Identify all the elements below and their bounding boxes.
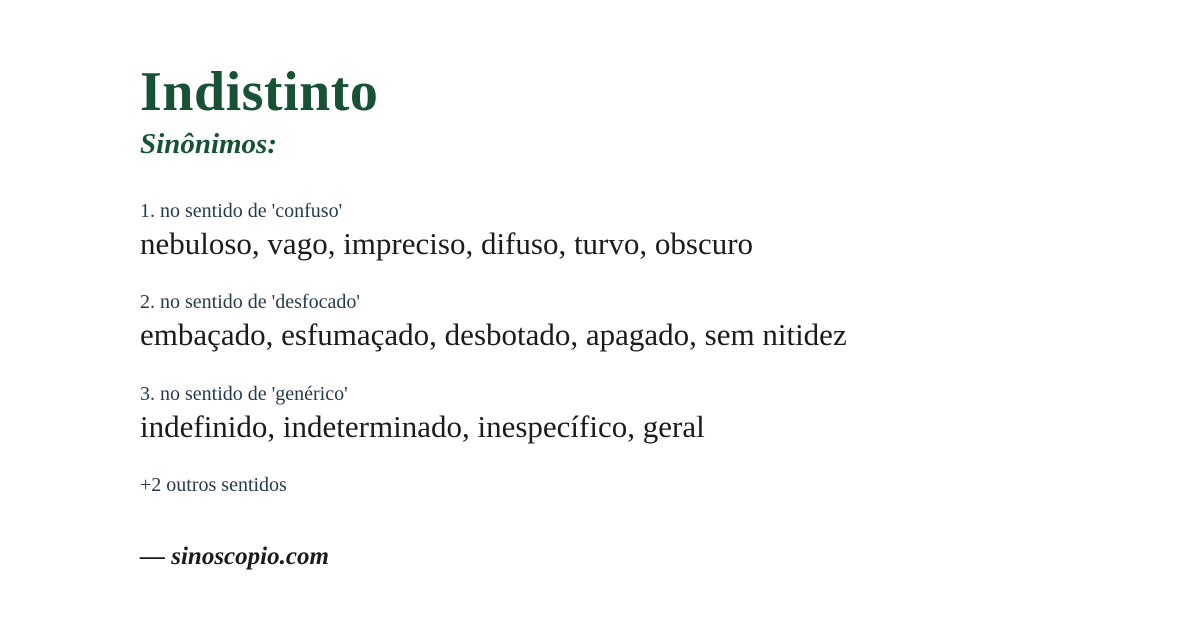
page-title: Indistinto: [140, 61, 379, 123]
sense-label: 1. no sentido de 'confuso': [140, 199, 343, 222]
attribution-text: — sinoscopio.com: [140, 542, 329, 570]
sense-synonyms: embaçado, esfumaçado, desbotado, apagado, sem nitidez: [140, 317, 847, 353]
sense-label: 3. no sentido de 'genérico': [140, 382, 348, 405]
synonyms-subtitle: Sinônimos:: [140, 127, 277, 160]
senses-list: [140, 199, 1140, 445]
more-senses-note: +2 outros sentidos: [140, 473, 287, 496]
sense-item-3: [140, 382, 1140, 445]
sense-label: 2. no sentido de 'desfocado': [140, 291, 360, 314]
sense-synonyms: nebuloso, vago, impreciso, difuso, turvo, obscuro: [140, 225, 754, 261]
sense-item-2: [140, 290, 1140, 353]
sense-synonyms: indefinido, indeterminado, inespecífico, geral: [140, 408, 705, 444]
sense-item-1: [140, 199, 1140, 262]
